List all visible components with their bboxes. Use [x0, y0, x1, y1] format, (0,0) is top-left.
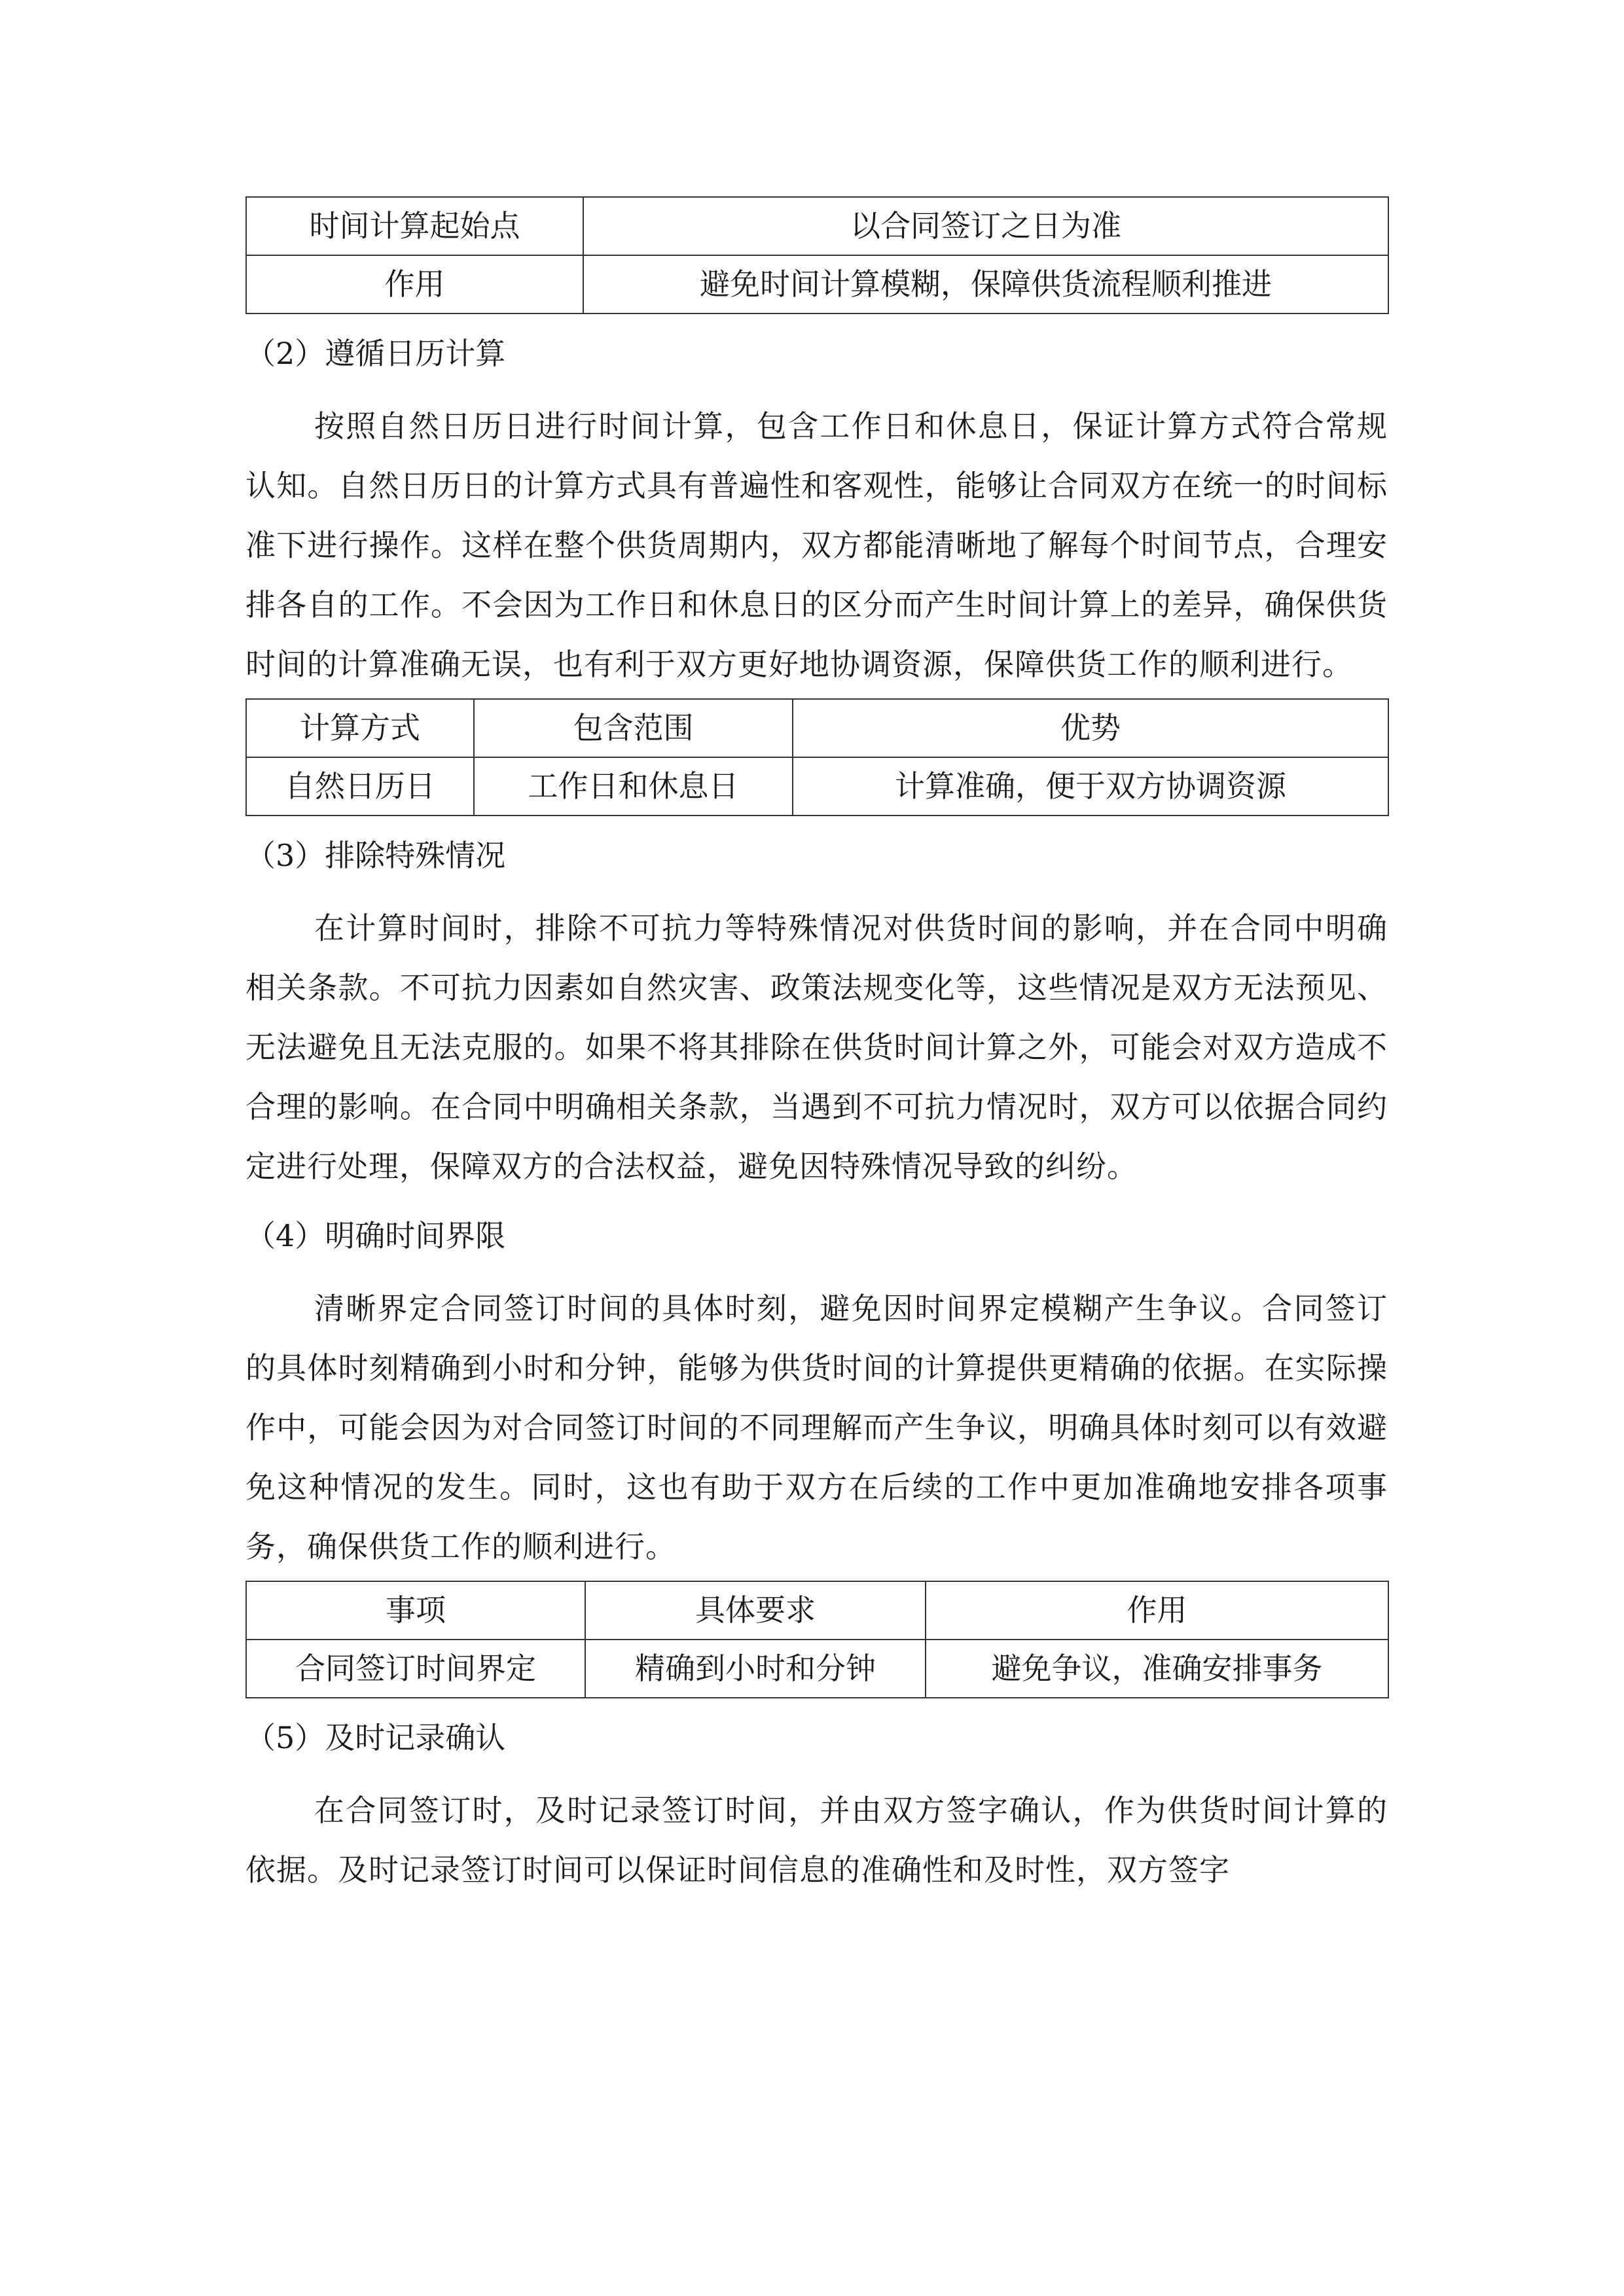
paragraph-calendar: 按照自然日历日进行时间计算，包含工作日和休息日，保证计算方式符合常规认知。自然日历日的计算方式具有普遍性和客观性，能够让合同双方在统一的时间标准下进行操作。这样在整个供货周期内，双方都能清晰地了解每个时间节点，合理安排各自的工作。不会因为工作日和休息日的区分而产生时间计算上的差异，确保供货时间的计算准确无误，也有利于双方更好地协调资源，保障供货工作的顺利进行。: [245, 408, 1388, 682]
table-row: [246, 757, 1388, 816]
paragraph-time-boundary: 清晰界定合同签订时间的具体时刻，避免因时间界定模糊产生争议。合同签订的具体时刻精确到小时和分钟，能够为供货时间的计算提供更精确的依据。在实际操作中，可能会因为对合同签订时间的不同理解而产生争议，明确具体时刻可以有效避免这种情况的发生。同时，这也有助于双方在后续的工作中更加准确地安排各项事务，确保供货工作的顺利进行。: [245, 1291, 1388, 1564]
table-header-row: [246, 1581, 1388, 1640]
table-cell: 合同签订时间界定: [246, 1640, 585, 1698]
table-header-cell: 具体要求: [585, 1581, 926, 1640]
table-cell: 避免时间计算模糊，保障供货流程顺利推进: [583, 255, 1388, 314]
section-heading-calendar: （2）遵循日历计算: [245, 336, 506, 371]
table-header-cell: 事项: [246, 1581, 585, 1640]
section-heading-special-cases: （3）排除特殊情况: [245, 838, 506, 873]
table-header-cell: 包含范围: [474, 699, 793, 757]
table-cell: 时间计算起始点: [246, 197, 583, 255]
table-row: [246, 1640, 1388, 1698]
table-header-cell: 作用: [926, 1581, 1388, 1640]
table-row: [246, 197, 1388, 255]
table-cell: 精确到小时和分钟: [585, 1640, 926, 1698]
paragraph-record-confirm: 在合同签订时，及时记录签订时间，并由双方签字确认，作为供货时间计算的依据。及时记录签订时间可以保证时间信息的准确性和及时性，双方签字: [245, 1793, 1388, 1888]
table-cell: 以合同签订之日为准: [583, 197, 1388, 255]
table-cell: 计算准确，便于双方协调资源: [793, 757, 1388, 816]
table-cell: 工作日和休息日: [474, 757, 793, 816]
table-header-cell: 计算方式: [246, 699, 474, 757]
table-header-cell: 优势: [793, 699, 1388, 757]
section-heading-time-boundary: （4）明确时间界限: [245, 1218, 506, 1253]
table-cell: 避免争议，准确安排事务: [926, 1640, 1388, 1698]
table-cell: 自然日历日: [246, 757, 474, 816]
table-calculation-method: [245, 698, 1389, 816]
table-start-point: [245, 196, 1389, 314]
table-time-boundary: [245, 1581, 1389, 1698]
table-row: [246, 255, 1388, 314]
table-cell: 作用: [246, 255, 583, 314]
paragraph-special-cases: 在计算时间时，排除不可抗力等特殊情况对供货时间的影响，并在合同中明确相关条款。不可抗力因素如自然灾害、政策法规变化等，这些情况是双方无法预见、无法避免且无法克服的。如果不将其排除在供货时间计算之外，可能会对双方造成不合理的影响。在合同中明确相关条款，当遇到不可抗力情况时，双方可以依据合同约定进行处理，保障双方的合法权益，避免因特殊情况导致的纠纷。: [245, 910, 1388, 1184]
document-page: [245, 196, 1388, 1900]
table-header-row: [246, 699, 1388, 757]
section-heading-record-confirm: （5）及时记录确认: [245, 1720, 506, 1755]
